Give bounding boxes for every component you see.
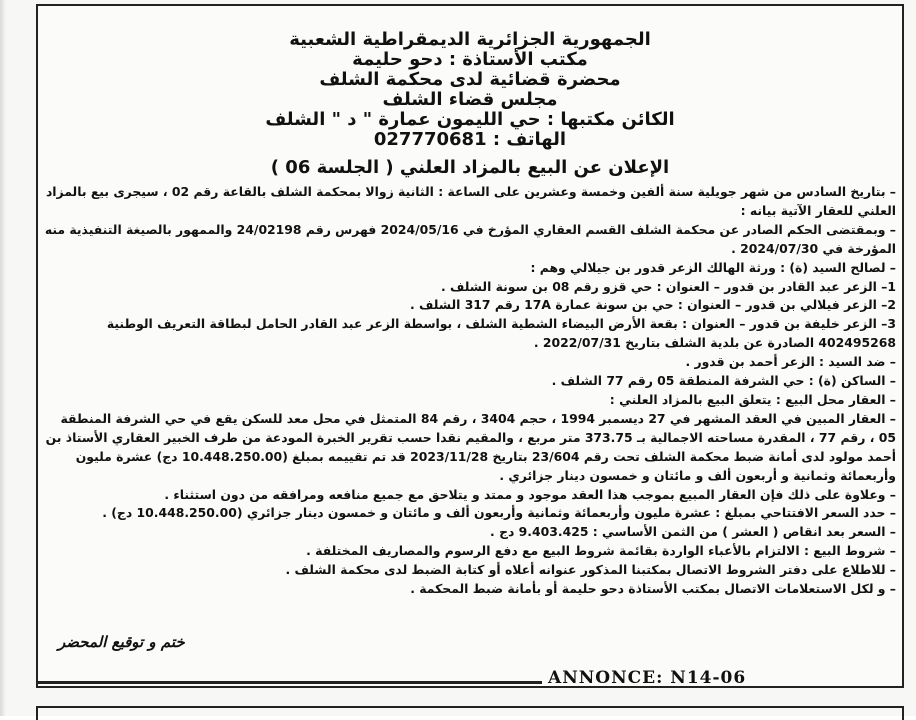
annonce-rule: [36, 681, 542, 684]
annonce-number: ANNONCE: N14-06: [548, 668, 747, 688]
paragraph-beneficiaries: – لصالح السيد (ة) : ورثة الهالك الزعر قدور بن جيلالي وهم :: [530, 259, 896, 275]
paragraph-property-heading: – العقار محل البيع : يتعلق البيع بالمزاد العلني :: [609, 391, 896, 407]
paragraph-inquiries: – و لكل الاستعلامات الاتصال بمكتب الأستاذة دحو حليمة أو بأمانة ضبط المحكمة .: [410, 581, 896, 597]
letterhead: [40, 30, 900, 150]
next-announcement-border: [36, 706, 904, 720]
paragraph-heir-2: 2– الزعر فيلالي بن قدور – العنوان : حي بن سونة عمارة 17A رقم 317 الشلف .: [410, 297, 896, 313]
paragraph-appurtenances: – وعلاوة على ذلك فإن العقار المبيع بموجب هذا العقد موجود و ممتد و يتلاحق مع جميع منافعه ومرافقه من دون استثناء .: [164, 486, 896, 502]
paragraph-reduced-price: – السعر بعد انقاص ( العشر ) من الثمن الأساسي : 9.403.425 دج .: [490, 524, 896, 540]
paragraph-date: – بتاريخ السادس من شهر جويلية سنة ألفين وخمسة وعشرين على الساعة : الثانية زوالا بمحكمة الشلف بالقاعة رقم 02 ، سيجرى بيع بالمزاد العلني للعقار الآتية بيانه :: [45, 184, 896, 218]
paragraph-conditions: – شروط البيع : الالتزام بالأعباء الواردة بقائمة شروط البيع مع دفع الرسوم والمصاريف المختلفة .: [306, 543, 896, 559]
header-line-address: الكائن مكتبها : حي الليمون عمارة " د " الشلف: [265, 109, 675, 130]
announcement-title: الإعلان عن البيع بالمزاد العلني ( الجلسة 06 ): [270, 157, 670, 178]
header-line-office: مكتب الأستاذة : دحو حليمة: [352, 49, 588, 70]
header-line-phone: الهاتف : 027770681: [373, 129, 567, 150]
header-line-court: مجلس قضاء الشلف: [382, 89, 558, 110]
paragraph-heir-3: 3– الزعر خليفة بن قدور – العنوان : بقعة الأرض البيضاء الشطية الشلف ، بواسطة الزعر عبد القادر الحامل لبطاقة التعريف الوطنية 402495268 الصادرة عن بلدية الشلف بتاريخ 2022/07/31 .: [106, 316, 896, 351]
header-line-bailiff: محضرة قضائية لدى محكمة الشلف: [319, 69, 621, 90]
scan-edge: [0, 0, 6, 716]
paragraph-judgment: – وبمقتضى الحكم الصادر عن محكمة الشلف القسم العقاري المؤرخ في 2024/05/16 فهرس رقم 24/02198 والممهور بالصيغة التنفيذية منه المؤرخة في 2024/07/30 .: [44, 221, 896, 256]
paragraph-heir-1: 1– الزعر عبد القادر بن قدور – العنوان : حي قزو رقم 08 بن سونة الشلف .: [440, 278, 896, 294]
paragraph-against: – ضد السيد : الزعر أحمد بن قدور .: [685, 354, 896, 370]
announcement-body: [44, 183, 896, 599]
paragraph-opening-price: – حدد السعر الافتتاحي بمبلغ : عشرة مليون وأربعمائة وثمانية وأربعون ألف و مائتان و خمسون دينار جزائري (10.448.250.00 دج) .: [102, 505, 896, 521]
header-line-republic: الجمهورية الجزائرية الديمقراطية الشعبية: [289, 29, 651, 50]
paragraph-specifications: – للاطلاع على دفتر الشروط الاتصال بمكتبنا المذكور عنوانه أعلاه أو كتابة الضبط لدى محكمة الشلف .: [285, 562, 896, 578]
paragraph-residence: – الساكن (ة) : حي الشرفة المنطقة 05 رقم 77 الشلف .: [551, 373, 896, 389]
paragraph-property-details: – العقار المبين في العقد المشهر في 27 ديسمبر 1994 ، حجم 3404 ، رقم 84 المتمثل في محل معد للسكن يقع في حي الشرفة المنطقة 05 ، رقم 77 ، المقدرة مساحته الاجمالية بـ 373.75 متر مربع ، والمقيم نقدا حسب تقرير الخبرة المودعة من طرف الخبير العقاري الأستاذ بن أحمد مولود لدى أمانة ضبط محكمة الشلف تحت رقم 23/604 بتاريخ 2023/11/28 قد تم تقييمه بمبلغ (10.448.250.00 دج) عشرة مليون وأربعمائة وثمانية و أربعون ألف و مائتان و خمسون دينار جزائري .: [45, 410, 896, 483]
signature-label: ختم و توقيع المحضر: [58, 633, 185, 651]
